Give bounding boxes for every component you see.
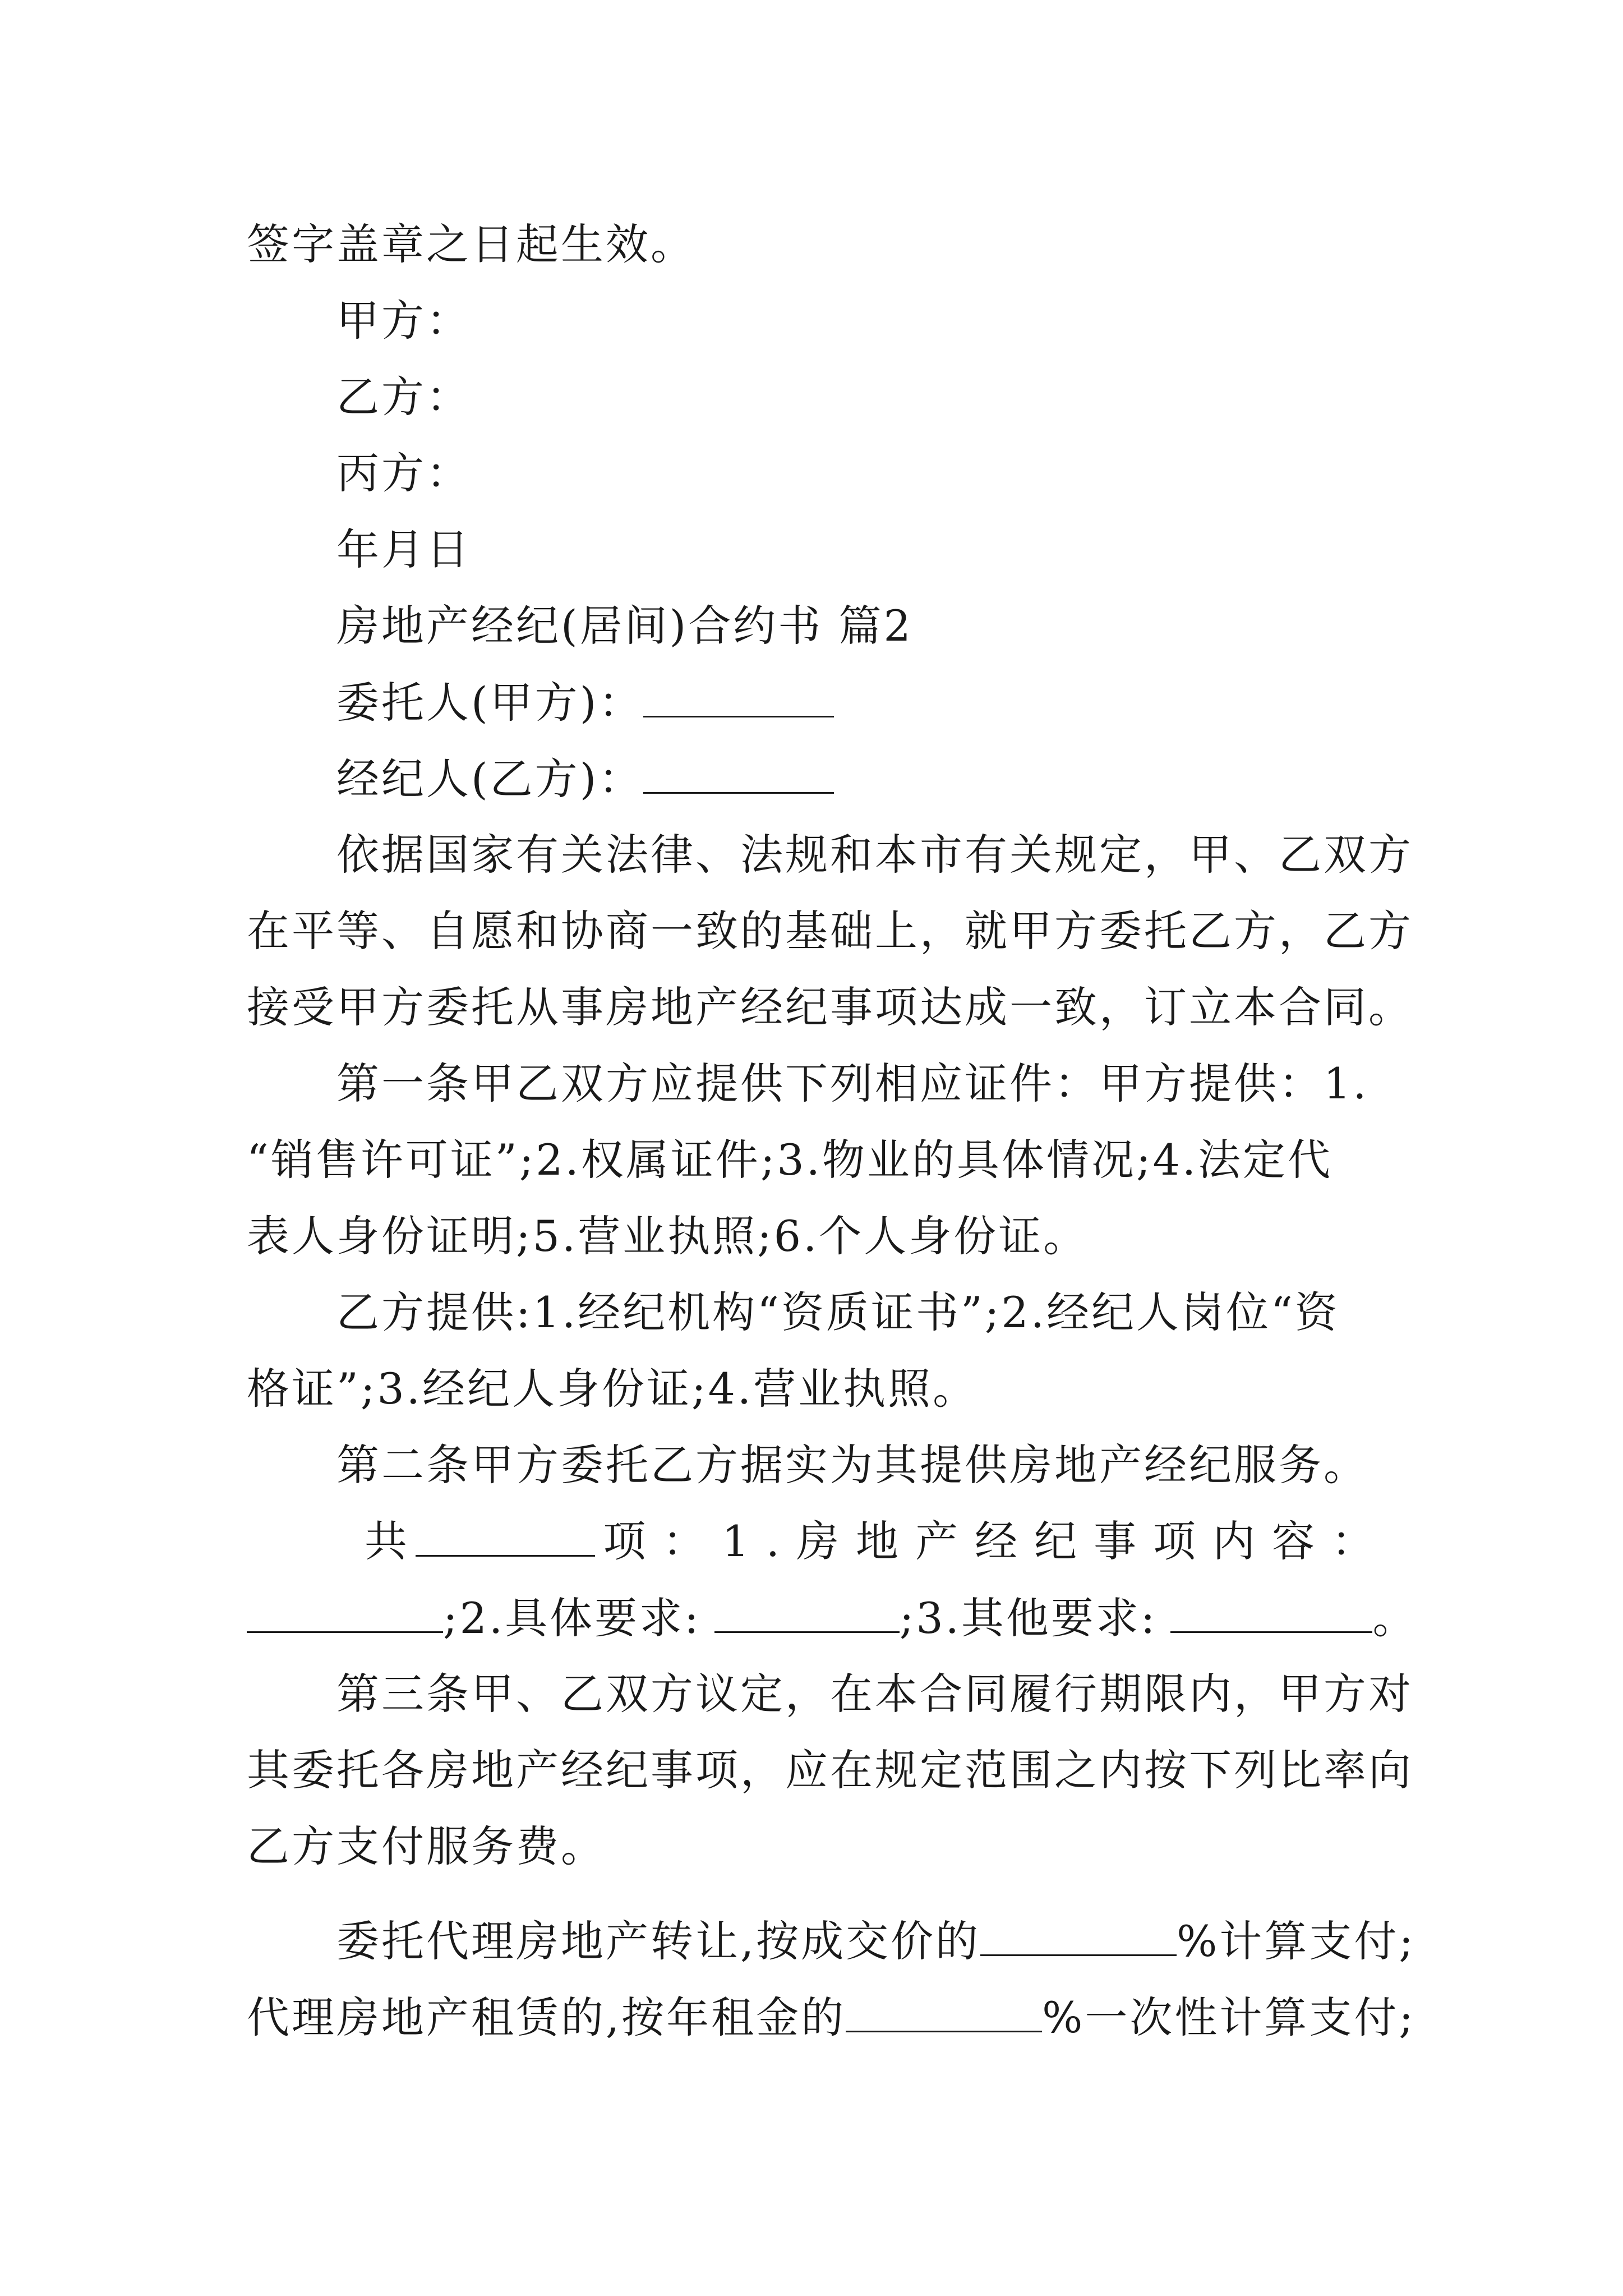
text-line: 表人身份证明;5.营业执照;6.个人身份证。	[247, 1211, 1089, 1261]
section-title: 房地产经纪(居间)合约书 篇2	[336, 601, 913, 651]
text-line: 第三条甲、乙双方议定，在本合同履行期限内，甲方对	[336, 1669, 1413, 1719]
text-line: 第二条甲方委托乙方据实为其提供房地产经纪服务。	[336, 1440, 1368, 1490]
transfer-fee-line	[336, 1916, 1415, 1966]
content-blank	[247, 1596, 443, 1633]
client-line	[336, 678, 1391, 728]
service-items-line	[365, 1516, 1391, 1566]
agent-line	[336, 754, 1391, 804]
text-line: 第一条甲乙双方应提供下列相应证件：甲方提供：1.	[336, 1059, 1369, 1108]
transfer-fee-suffix: %计算支付;	[1177, 1916, 1415, 1966]
items-label: 项：1.房地产经纪事项内容：	[603, 1516, 1391, 1566]
lease-fee-line	[247, 1993, 1415, 2042]
date-label: 年月日	[336, 524, 471, 574]
text-line: 在平等、自愿和协商一致的基础上，就甲方委托乙方，乙方	[247, 906, 1413, 956]
total-label: 共	[365, 1516, 407, 1566]
text-line: 格证”;3.经纪人身份证;4.营业执照。	[247, 1364, 978, 1414]
agent-label: 经纪人(乙方)：	[336, 754, 644, 804]
client-blank	[643, 681, 834, 717]
specific-req-label: ;2.具体要求:	[443, 1593, 701, 1643]
text-line: 其委托各房地产经纪事项，应在规定范围之内按下列比率向	[247, 1745, 1413, 1795]
client-label: 委托人(甲方)：	[336, 678, 644, 728]
party-b-label: 乙方：	[336, 372, 471, 422]
text-line: 乙方支付服务费。	[247, 1821, 606, 1871]
lease-fee-blank	[846, 1996, 1042, 2032]
period-mark: 。	[1372, 1593, 1418, 1643]
transfer-fee-label: 委托代理房地产转让,按成交价的	[336, 1916, 981, 1966]
agent-blank	[643, 757, 834, 794]
total-blank	[416, 1520, 595, 1557]
text-line: 乙方提供:1.经纪机构“资质证书”;2.经纪人岗位“资	[336, 1287, 1340, 1337]
party-a-label: 甲方：	[336, 296, 471, 346]
specific-req-blank	[714, 1596, 900, 1633]
other-req-label: ;3.其他要求:	[899, 1593, 1158, 1643]
other-req-blank	[1170, 1596, 1372, 1633]
lease-fee-label: 代理房地产租赁的,按年租金的	[247, 1993, 846, 2042]
text-line: 签字盖章之日起生效。	[247, 219, 695, 269]
requirements-line	[247, 1593, 1418, 1643]
text-line: “销售许可证”;2.权属证件;3.物业的具体情况;4.法定代	[247, 1135, 1333, 1185]
party-c-label: 丙方：	[336, 448, 471, 498]
text-line: 依据国家有关法律、法规和本市有关规定，甲、乙双方	[336, 830, 1413, 880]
transfer-fee-blank	[980, 1920, 1177, 1956]
text-line: 接受甲方委托从事房地产经纪事项达成一致，订立本合同。	[247, 982, 1413, 1032]
lease-fee-suffix: %一次性计算支付;	[1042, 1993, 1415, 2042]
